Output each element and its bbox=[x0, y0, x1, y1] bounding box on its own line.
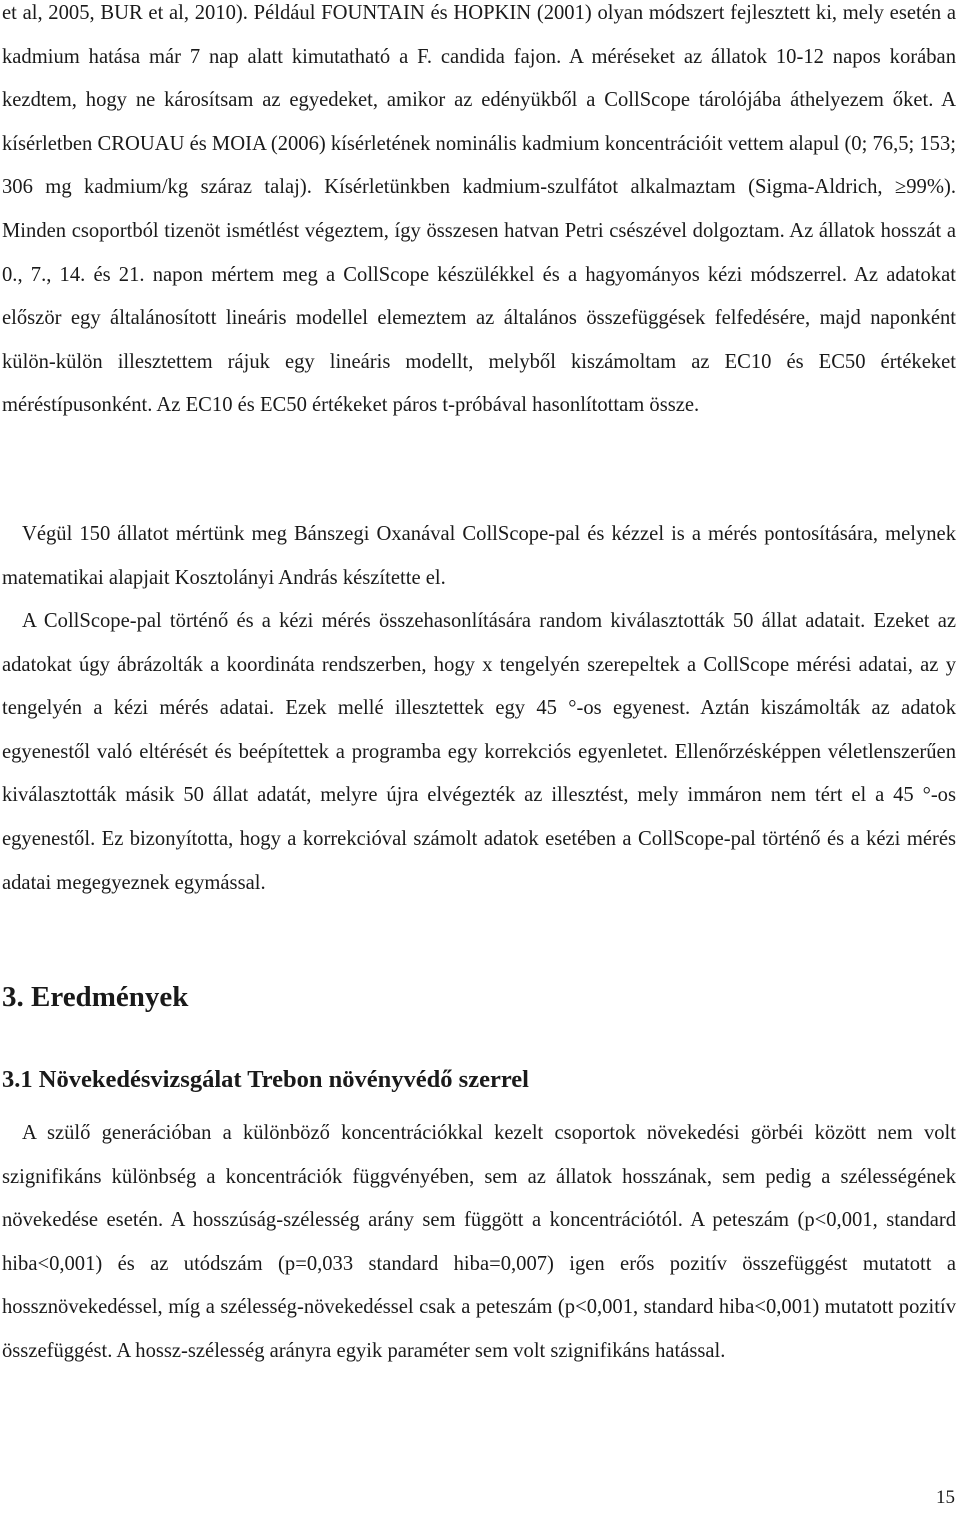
section-heading: 3. Eredmények bbox=[2, 981, 189, 1013]
paragraph-measurement: Végül 150 állatot mértünk meg Bánszegi Oxanával CollScope-pal és kézzel is a mérés pontosítására, melynek matematikai alapjait Kosztolányi András készítette el. bbox=[2, 523, 956, 589]
paragraph-results: A szülő generációban a különböző koncentrációkkal kezelt csoportok növekedési görbéi között nem volt szignifikáns különbség a koncentrációk függvényében, sem az állatok hosszának, sem pedig a szélességének növekedése esetén. A hosszúság-szélesség arány sem függött a koncentrációtól. A peteszám (p<0,001, standard hiba<0,001) és az utódszám (p=0,033 standard hiba=0,007) igen erős pozitív összefüggést mutatott a hossznövekedéssel, míg a szélesség-növekedéssel csak a peteszám (p<0,001, standard hiba<0,001) mutatott pozitív összefüggést. A hossz-szélesség arányra egyik paraméter sem volt szignifikáns hatással. bbox=[2, 1122, 956, 1362]
paragraph-comparison: A CollScope-pal történő és a kézi mérés összehasonlítására random kiválasztották 50 állat adatait. Ezeket az adatokat úgy ábrázolták a koordináta rendszerben, hogy x tengelyén szerepeltek a CollScope mérési adatai, az y tengelyén a kézi mérés adatai. Ezek mellé illesztettek egy 45 °-os egyenest. Aztán kiszámolták az adatok egyenestől való eltérését és beépítettek a programba egy korrekciós egyenletet. Ellenőrzésképpen véletlenszerűen kiválasztották másik 50 állat adatát, melyre újra elvégezték az illesztést, mely immáron nem tért el a 45 °-os egyenestől. Ez bizonyította, hogy a korrekcióval számolt adatok esetében a CollScope-pal történő és a kézi mérés adatai megegyeznek egymással. bbox=[2, 610, 956, 894]
page-number: 15 bbox=[936, 1487, 955, 1508]
paragraph-methods: et al, 2005, BUR et al, 2010). Például FOUNTAIN és HOPKIN (2001) olyan módszert fejlesztett ki, mely esetén a kadmium hatása már 7 nap alatt kimutatható a F. candida fajon. A méréseket az állatok 10-12 napos korában kezdtem, hogy ne károsítsam az egyedeket, amikor az edényükből a CollScope tárolójába áthelyezem őket. A kísérletben CROUAU és MOIA (2006) kísérletének nominális kadmium koncentrációit vettem alapul (0; 76,5; 153; 306 mg kadmium/kg száraz talaj). Kísérletünkben kadmium-szulfátot alkalmaztam (Sigma-Aldrich, ≥99%). Minden csoportból tizenöt ismétlést végeztem, így összesen hatvan Petri csészével dolgoztam. Az állatok hosszát a 0., 7., 14. és 21. napon mértem meg a CollScope készülékkel és a hagyományos kézi módszerrel. Az adatokat először egy általánosított lineáris modellel elemeztem az általános összefüggések felfedésére, majd naponként külön-külön illesztettem rájuk egy lineáris modellt, melyből kiszámoltam az EC10 és EC50 értékeket méréstípusonként. Az EC10 és EC50 értékeket páros t-próbával hasonlítottam össze. bbox=[2, 2, 956, 417]
subsection-heading: 3.1 Növekedésvizsgálat Trebon növényvédő szerrel bbox=[2, 1066, 529, 1093]
